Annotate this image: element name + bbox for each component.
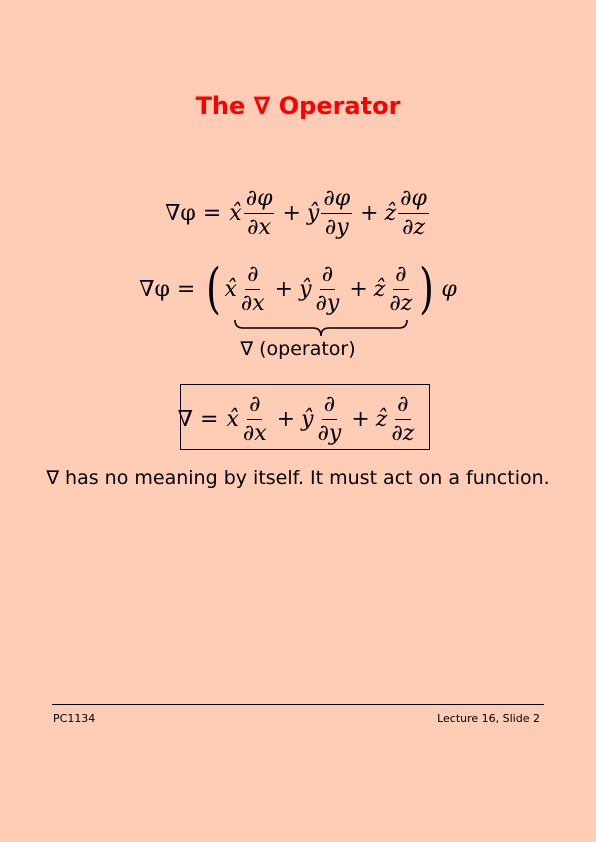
- underbrace-icon: [233, 318, 409, 338]
- eq1-partial-z: [398, 188, 429, 239]
- eq2-lhs: ∇φ =: [139, 276, 196, 302]
- eq3-partial-y: [316, 394, 344, 445]
- eq3-partial-z: [389, 394, 416, 445]
- eq2-partial-z-den: ∂z: [389, 290, 413, 316]
- eq2-phi: φ: [441, 276, 457, 302]
- eq2-plus-1: +: [274, 276, 294, 302]
- eq3-unit-x: x̂: [226, 407, 239, 432]
- eq3-unit-z: ẑ: [375, 407, 388, 432]
- eq1-plus-1: +: [282, 201, 301, 226]
- eq2-unit-x: x̂: [224, 276, 237, 302]
- eq1-partial-z-num: ∂φ: [398, 188, 429, 214]
- operator-statement: ∇ has no meaning by itself. It must act on a function.: [46, 467, 550, 489]
- eq1-unit-x: x̂: [229, 201, 242, 226]
- eq2-partial-x-den: ∂x: [240, 290, 265, 316]
- eq3-unit-y: ŷ: [301, 407, 314, 432]
- operator-definition-equation: [0, 394, 596, 445]
- footer-course-code: PC1134: [53, 712, 96, 725]
- eq2-partial-x: [239, 261, 267, 316]
- eq2-partial-y: [314, 261, 342, 316]
- eq2-left-paren: (: [206, 257, 222, 320]
- slide-title: The ∇ Operator: [195, 92, 401, 120]
- eq3-partial-x-num: ∂: [247, 394, 262, 420]
- eq3-partial-x-den: ∂x: [242, 421, 267, 446]
- eq2-partial-x-num: ∂: [245, 264, 260, 290]
- eq1-unit-y: ŷ: [306, 201, 320, 226]
- operator-factored-equation: [0, 257, 596, 320]
- eq3-partial-y-num: ∂: [322, 394, 337, 420]
- eq2-partial-z-num: ∂: [393, 264, 408, 290]
- eq1-partial-z-den: ∂z: [402, 215, 426, 240]
- eq3-partial-z-num: ∂: [395, 394, 410, 420]
- eq3-partial-z-den: ∂z: [391, 421, 415, 446]
- eq1-partial-x-num: ∂φ: [244, 188, 275, 214]
- eq1-partial-x-den: ∂x: [247, 215, 271, 240]
- eq2-plus-2: +: [349, 276, 368, 302]
- eq1-partial-x: [244, 188, 275, 239]
- eq2-partial-z: [387, 261, 414, 316]
- eq2-right-paren: ): [419, 257, 435, 320]
- eq2-partial-y-den: ∂y: [315, 290, 340, 316]
- eq1-plus-2: +: [360, 201, 379, 226]
- eq3-partial-y-den: ∂y: [317, 421, 342, 446]
- eq3-partial-x: [241, 394, 269, 445]
- underbrace-label: ∇ (operator): [240, 338, 356, 360]
- eq1-lhs: ∇φ =: [165, 201, 222, 226]
- footer-divider: [52, 704, 544, 705]
- footer-slide-reference: Lecture 16, Slide 2: [437, 712, 540, 725]
- eq2-unit-z: ẑ: [373, 276, 386, 302]
- eq1-partial-y-den: ∂y: [324, 215, 349, 240]
- gradient-definition-equation: [0, 188, 596, 239]
- eq3-lhs: ∇ =: [177, 407, 219, 432]
- eq2-unit-y: ŷ: [299, 276, 312, 302]
- eq3-plus-1: +: [276, 407, 296, 432]
- eq2-partial-y-num: ∂: [320, 264, 335, 290]
- eq1-unit-z: ẑ: [384, 201, 397, 226]
- eq3-plus-2: +: [351, 407, 370, 432]
- eq1-partial-y: [321, 188, 352, 239]
- eq1-partial-y-num: ∂φ: [321, 188, 352, 214]
